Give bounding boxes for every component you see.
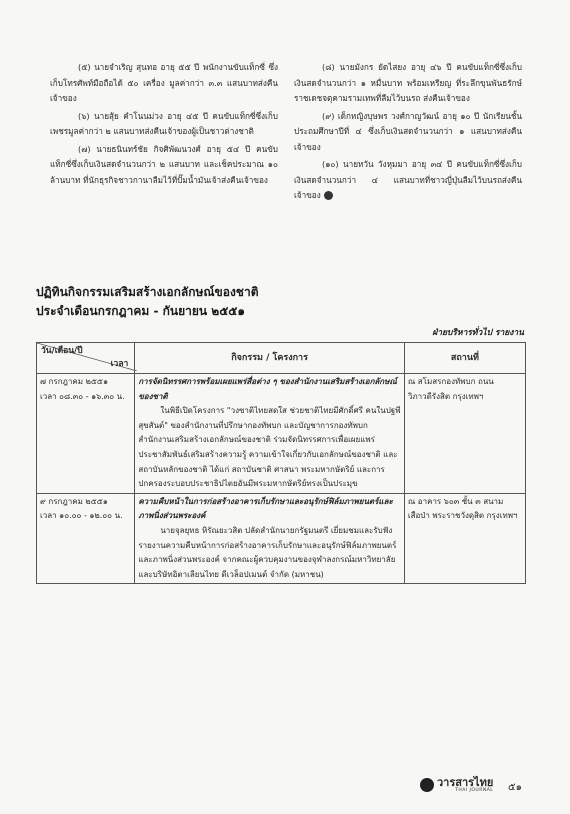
table-header-row — [37, 343, 526, 374]
paragraph: (๗) นายธนินทร์ชัย กิจศิพัฒนวงศ์ อายุ ๕๔ ปี คนขับแท็กซี่ซึ่งเก็บเงินสดจำนวนกว่า ๒ แสนบาท และเช็คประมาณ ๑๐ ล้านบาท ที่นักธุรกิจชาวกานาลืมไว้ที่ปั๊มน้ำมันเจ้าส่งคืนเจ้าของ — [50, 143, 278, 185]
paragraph: (๙) เด็กหญิงบุษพร วงศ์กาญวัฒน์ อายุ ๑๐ ปี นักเรียนชั้นประถมศึกษาปีที่ ๔ ซึ่งเก็บเงินสดจำนวนกว่า ๑ แสนบาทส่งคืนเจ้าของ — [294, 110, 522, 152]
date-header-label: วัน/เดือน/ปี — [41, 346, 83, 356]
logo-emblem-icon — [420, 778, 434, 792]
place-cell: ณ สโมสรกองทัพบก ถนนวิภาวดีรังสิต กรุงเทพฯ — [404, 374, 525, 494]
logo-subtext: THAI JOURNAL — [455, 788, 494, 793]
activity-cell — [135, 374, 405, 494]
page-number: ๕๑ — [508, 782, 522, 793]
date-cell — [37, 493, 135, 584]
date-time-header — [37, 343, 135, 374]
table-row — [37, 374, 526, 494]
activity-title: การจัดนิทรรศการพร้อมเผยแพร่สื่อต่าง ๆ ของสำนักงานเสริมสร้างเอกลักษณ์ของชาติ — [138, 377, 397, 401]
paragraph-text: (๑๐) นายหวัน วังหุมมา อายุ ๓๔ ปี คนขับแท็กซี่ซึ่งเก็บเงินสดจำนวนกว่า ๔ แสนบาทที่ชาวญี่ปุ่นลืมไว้บนรถส่งคืนเจ้าของ — [294, 159, 522, 200]
time-text: เวลา ๐๘.๓๐ - ๑๖.๓๐ น. — [40, 391, 125, 401]
date-cell — [37, 374, 135, 494]
heading-line-1: ปฏิทินกิจกรรมเสริมสร้างเอกลักษณ์ของชาติ — [36, 285, 259, 299]
logo-text: วารสารไทย — [437, 776, 494, 789]
date-text: ๙ กรกฎาคม ๒๕๕๑ — [40, 496, 108, 506]
paragraph: (๘) นายมังกร ยัดไสยง อายุ ๔๖ ปี คนขับแท็กซี่ซึ่งเก็บเงินสดจำนวนกว่า ๑ หมื่นบาท พร้อมเหรียญ ที่ระลึกขุนพันธรักษ์ราชเดชจตุคามรามเทพที่ลืมไว้บนรถ ส่งคืนเจ้าของ — [294, 62, 522, 103]
table-row — [37, 493, 526, 584]
activity-calendar-table — [36, 342, 526, 584]
place-cell: ณ อาคาร ๖๐๓ ชั้น ๓ สนามเสือป่า พระราชวังดุสิต กรุงเทพฯ — [404, 493, 525, 584]
time-header-label: เวลา — [110, 359, 129, 370]
activity-description: ในพิธีเปิดโครงการ "วงซาติไทยสดใส ช่วยชาติไทยมีศักดิ์ศรี คนในปฐพีสุขสันต์" ของสำนักงานที่ปรึกษากองทัพบก และบัญชาการกองทัพบก สำนักงานเสริมสร้างเอกลักษณ์ของชาติ ร่วมจัดนิทรรศการเพื่อเผยแพร่ประชาสัมพันธ์เสริมสร้างความรู้ ความเข้าใจเกี่ยวกับเอกลักษณ์ของชาติ และสถาบันหลักของชาติ ได้แก่ สถาบันชาติ ศาสนา พระมหากษัตริย์ และการปกครองระบอบประชาธิปไตยอันมีพระมหากษัตริย์ทรงเป็นประมุข — [138, 406, 401, 489]
reporter-credit: ฝ่ายบริหารทั่วไป รายงาน — [432, 328, 524, 338]
activity-title: ความคืบหน้าในการก่อสร้างอาคารเก็บรักษาและอนุรักษ์ฟิล์มภาพยนตร์และภาพนิ่งส่วนพระองค์ — [138, 496, 393, 521]
activity-cell — [135, 493, 405, 584]
paragraph: (๖) นายสุ้ย คำโนนม่วง อายุ ๔๕ ปี คนขับแท็กซี่ซึ่งเก็บเพชรมูลค่ากว่า ๒ แสนบาทส่งคืนเจ้าของผู้เป็นชาวต่างชาติ — [50, 110, 278, 136]
left-column — [50, 60, 278, 206]
heading-line-2: ประจำเดือนกรกฎาคม - กันยายน ๒๕๕๑ — [36, 304, 245, 318]
logo-wordmark — [437, 777, 493, 793]
paragraph: (๕) นายจำเริญ สุนทอ อายุ ๕๕ ปี พนักงานขับแท็กซี่ ซึ่งเก็บโทรศัพท์มือถือได้ ๕๐ เครื่อง มูลค่ากว่า ๓.๓ แสนบาทส่งคืนเจ้าของ — [50, 62, 278, 103]
right-column — [294, 60, 522, 206]
activity-header: กิจกรรม / โครงการ — [135, 343, 405, 374]
end-mark-icon — [324, 191, 333, 200]
journal-logo — [420, 777, 493, 793]
section-heading — [36, 283, 258, 321]
activity-description: นายจุลยุทธ หิรัณยะวสิต ปลัดสำนักนายกรัฐมนตรี เยี่ยมชมและรับฟังรายงานความคืบหน้าการก่อสร้างอาคารเก็บรักษาและอนุรักษ์ฟิล์มภาพยนตร์และภาพนิ่งส่วนพระองค์ จากคณะผู้ควบคุมงานของจุฬาลงกรณ์มหาวิทยาลัยและบริษัทอิตาเลียนไทย ดีเวล็อปเมนต์ จำกัด (มหาชน) — [138, 525, 397, 579]
top-text-columns — [50, 60, 522, 206]
time-text: เวลา ๑๐.๐๐ - ๑๒.๐๐ น. — [40, 511, 123, 521]
place-header: สถานที่ — [404, 343, 525, 374]
paragraph — [294, 157, 522, 204]
date-text: ๗ กรกฎาคม ๒๕๕๑ — [40, 377, 109, 386]
